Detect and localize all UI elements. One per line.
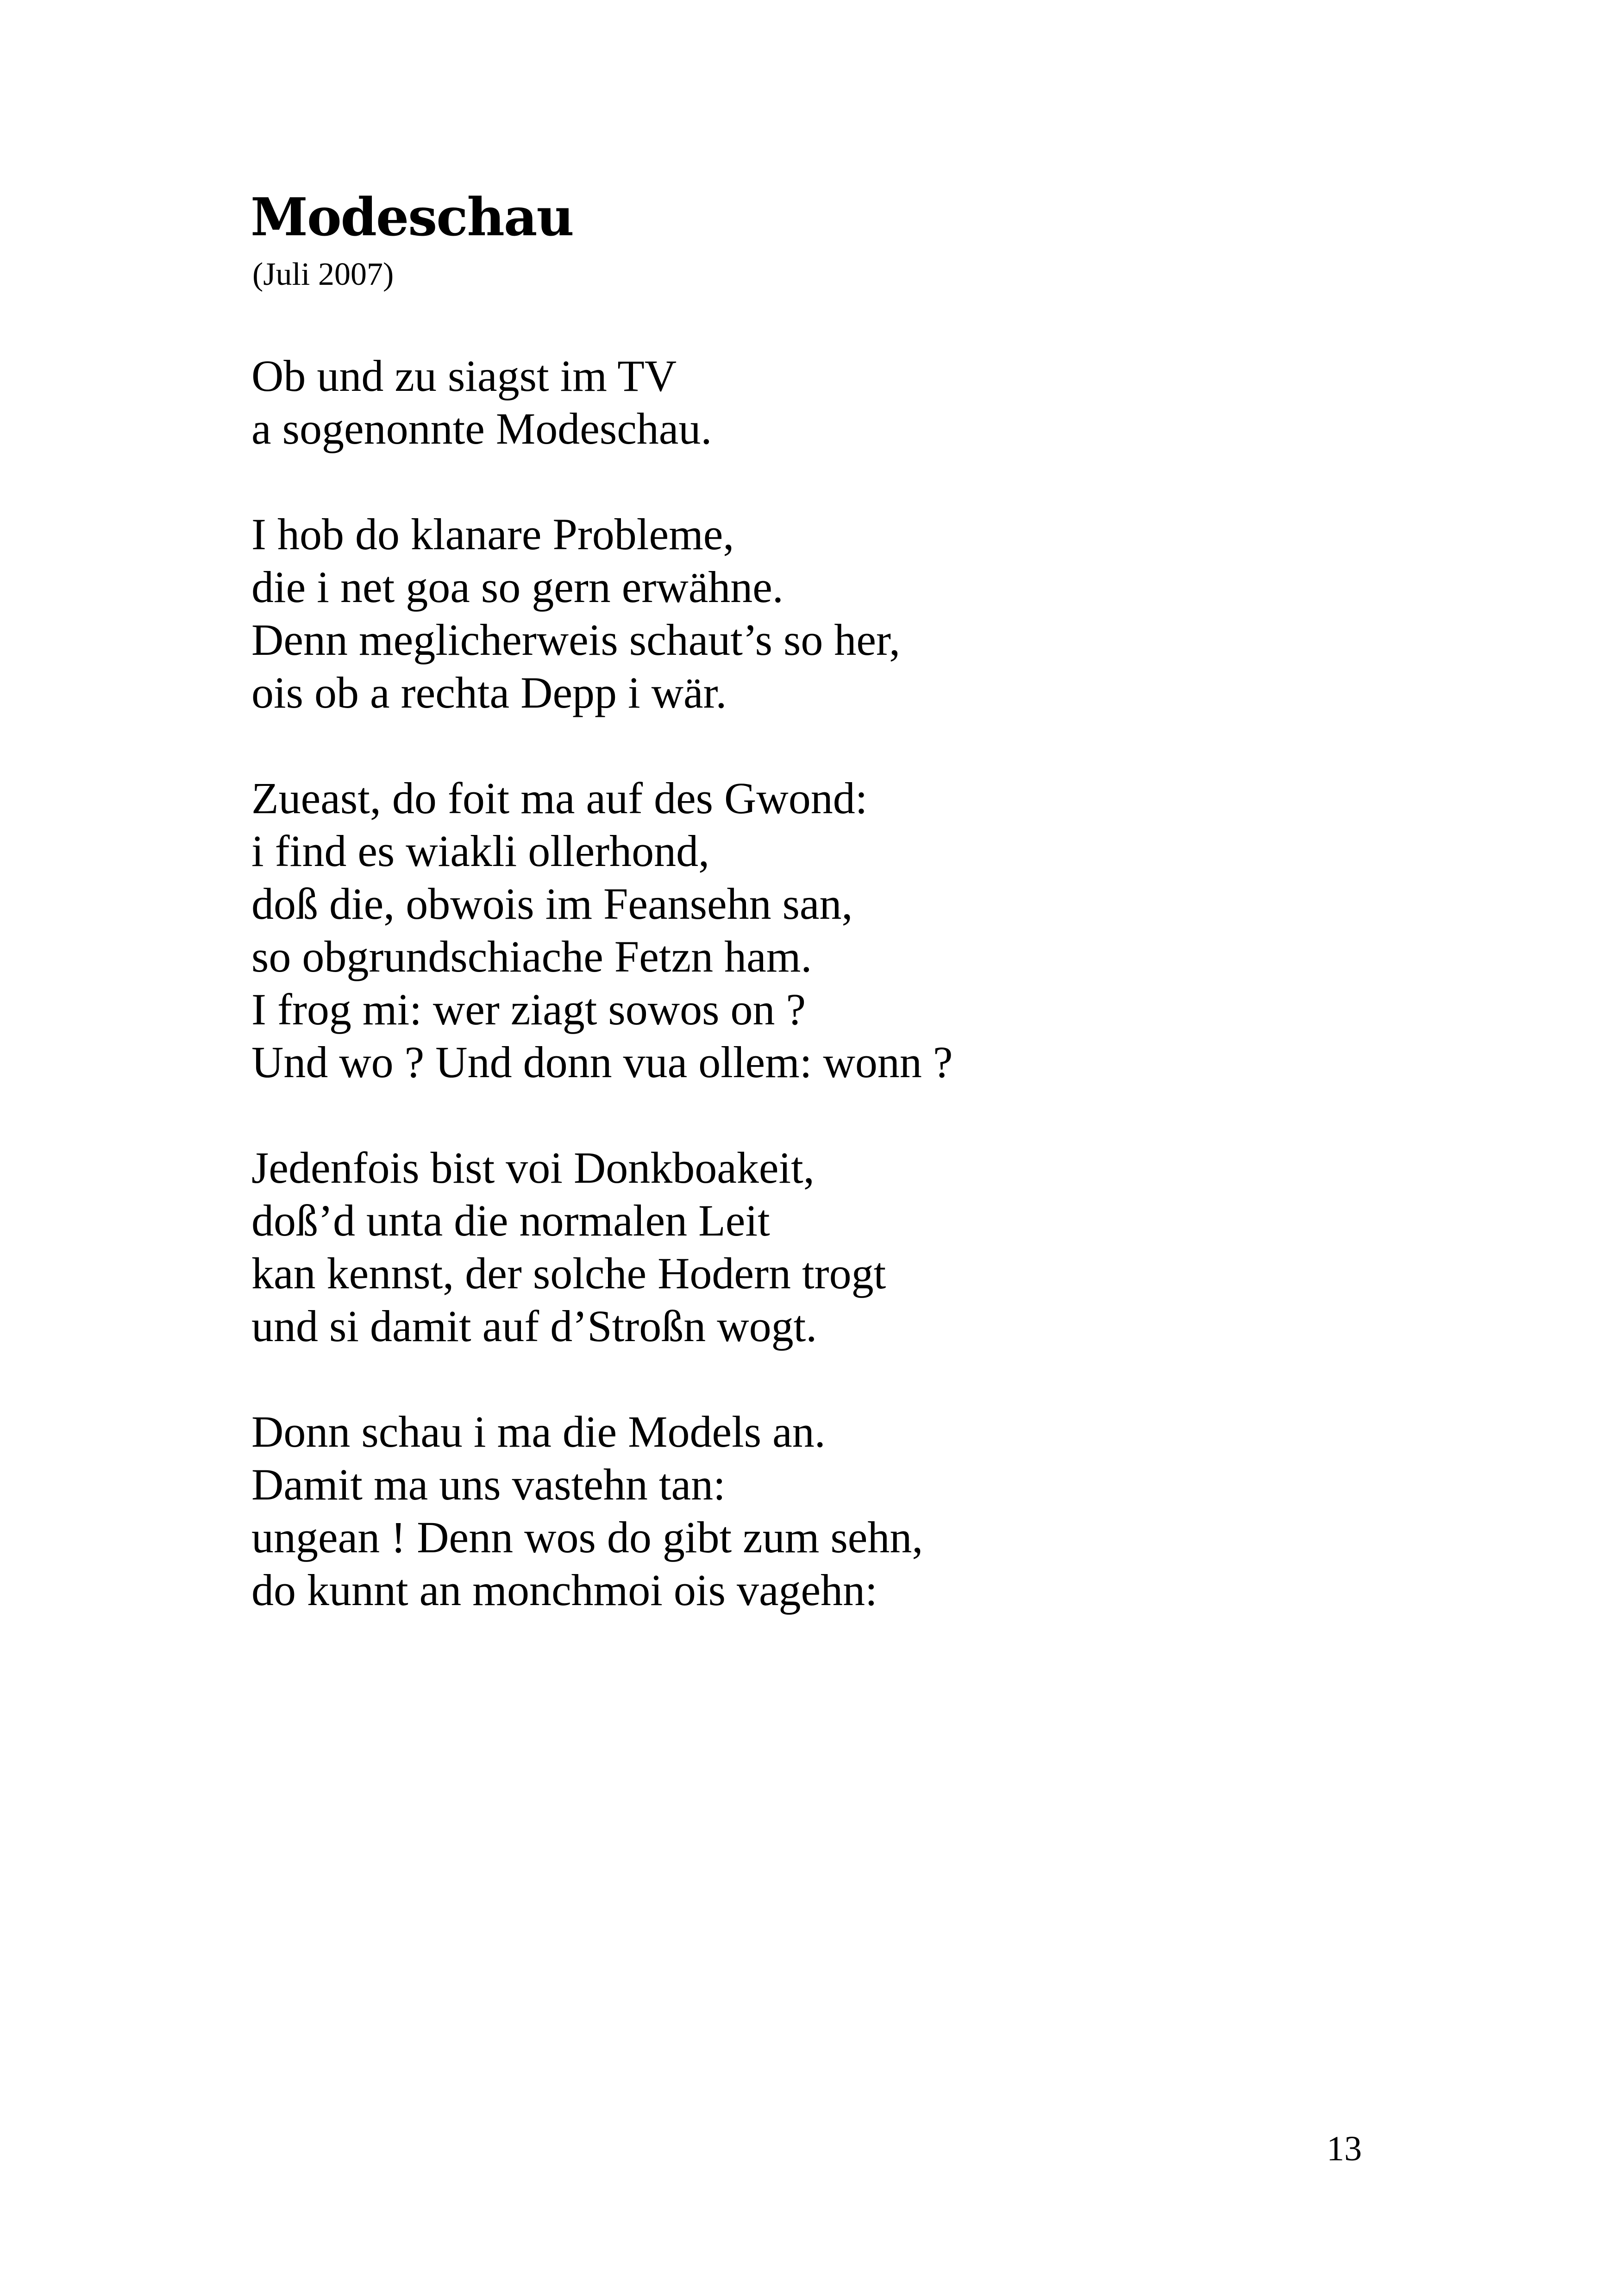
poem-line: Denn meglicherweis schaut’s so her, xyxy=(251,615,901,665)
stanza xyxy=(251,508,1455,719)
poem-line: Und wo ? Und donn vua ollem: wonn ? xyxy=(251,1037,953,1087)
poem-line: i find es wiakli ollerhond, xyxy=(251,826,710,876)
poem-line: und si damit auf d’Stroßn wogt. xyxy=(251,1301,817,1351)
poem-line: die i net goa so gern erwähne. xyxy=(251,562,783,612)
poem-line: so obgrundschiache Fetzn ham. xyxy=(251,932,812,981)
poem-line: Ob und zu siagst im TV xyxy=(251,351,677,401)
poem-date: (Juli 2007) xyxy=(252,257,394,292)
stanza xyxy=(251,1405,1455,1617)
poem-line: Jedenfois bist voi Donkboakeit, xyxy=(251,1143,815,1192)
poem-line: I hob do klanare Probleme, xyxy=(251,509,734,559)
poem-line: a sogenonnte Modeschau. xyxy=(251,404,712,453)
poem-line: ois ob a rechta Depp i wär. xyxy=(251,668,727,717)
poem-line: Donn schau i ma die Models an. xyxy=(251,1407,826,1456)
stanza xyxy=(251,772,1455,1089)
poem-line: I frog mi: wer ziagt sowos on ? xyxy=(251,985,806,1034)
page-number: 13 xyxy=(1327,2129,1362,2168)
poem-title: Modeschau xyxy=(251,187,573,248)
poem-line: kan kennst, der solche Hodern trogt xyxy=(251,1248,886,1298)
poem-line: doß’d unta die normalen Leit xyxy=(251,1196,770,1245)
stanza xyxy=(251,1142,1455,1353)
poem-line: Zueast, do foit ma auf des Gwond: xyxy=(251,773,868,823)
poem-body xyxy=(251,350,1455,1669)
poem-line: Damit ma uns vastehn tan: xyxy=(251,1460,726,1509)
poem-line: do kunnt an monchmoi ois vagehn: xyxy=(251,1565,877,1615)
poem-line: ungean ! Denn wos do gibt zum sehn, xyxy=(251,1512,923,1562)
poem-line: doß die, obwois im Feansehn san, xyxy=(251,879,853,928)
stanza xyxy=(251,350,1455,455)
